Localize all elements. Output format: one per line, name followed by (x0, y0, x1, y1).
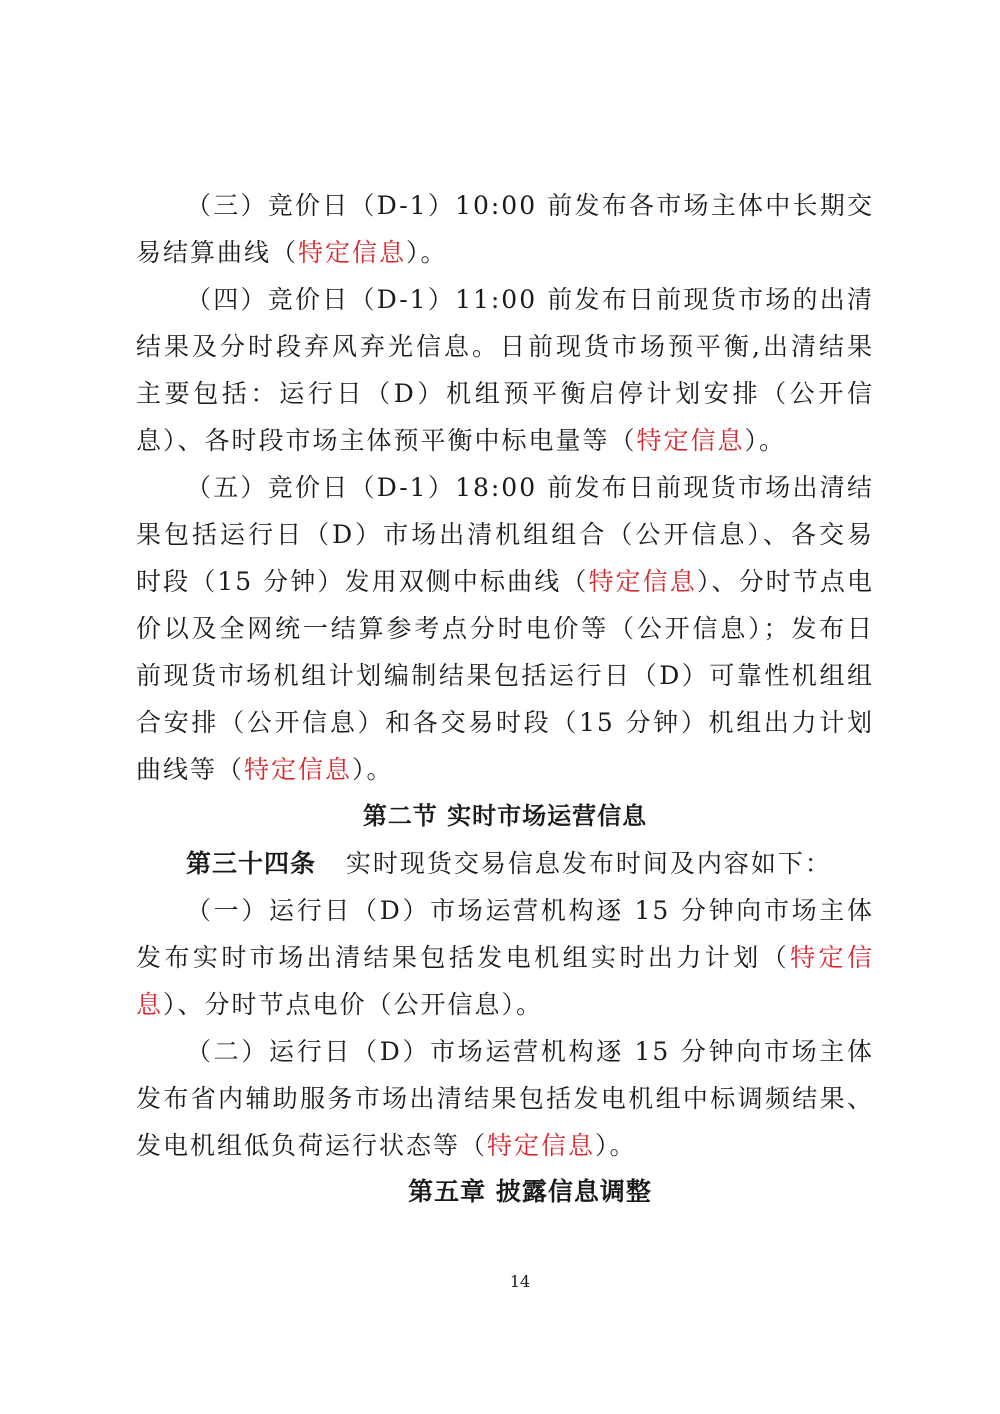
paragraph-item-3: （三）竞价日（D-1）10:00 前发布各市场主体中长期交易结算曲线（特定信息）。 (136, 191, 874, 267)
paragraph-item-4: （四）竞价日（D-1）11:00 前发布日前现货市场的出清结果及分时段弃风弃光信息。日前现货市场预平衡,出清结果主要包括：运行日（D）机组预平衡启停计划安排（公开信息）、各时段市场主体预平衡中标电量等（特定信息）。 (136, 285, 874, 455)
article-34 (136, 840, 874, 887)
page-body (136, 182, 874, 1169)
chapter-title: 第五章 披露信息调整 (408, 1177, 652, 1206)
highlight-text: 特定信息 (588, 567, 697, 596)
highlight-text: 特定信息 (636, 426, 745, 455)
paragraph-item-5: （五）竞价日（D-1）18:00 前发布日前现货市场出清结果包括运行日（D）市场出清机组组合（公开信息）、各交易时段（15 分钟）发用双侧中标曲线（特定信息）、分时节点电价以及全网统一结算参考点分时电价等（公开信息）；发布日前现货市场机组计划编制结果包括运行日（D）可靠性机组组合安排（公开信息）和各交易时段（15 分钟）机组出力计划曲线等（特定信息）。 (136, 473, 874, 784)
paragraph-item-1: （一）运行日（D）市场运营机构逐 15 分钟向市场主体发布实时市场出清结果包括发电机组实时出力计划（特定信息）、分时节点电价（公开信息）。 (136, 896, 874, 1019)
article-text: 实时现货交易信息发布时间及内容如下： (345, 849, 832, 878)
highlight-text: 特定信息 (298, 238, 407, 267)
highlight-text: 特定信息 (244, 755, 353, 784)
article-head: 第三十四条 (186, 849, 317, 878)
highlight-text: 特定信息 (487, 1131, 596, 1160)
page-number: 14 (509, 1272, 531, 1291)
section-title: 第二节 实时市场运营信息 (362, 802, 648, 830)
paragraph-item-2: （二）运行日（D）市场运营机构逐 15 分钟向市场主体发布省内辅助服务市场出清结果包括发电机组中标调频结果、发电机组低负荷运行状态等（特定信息）。 (136, 1037, 874, 1160)
highlight-text: 特定信息 (136, 943, 874, 1019)
